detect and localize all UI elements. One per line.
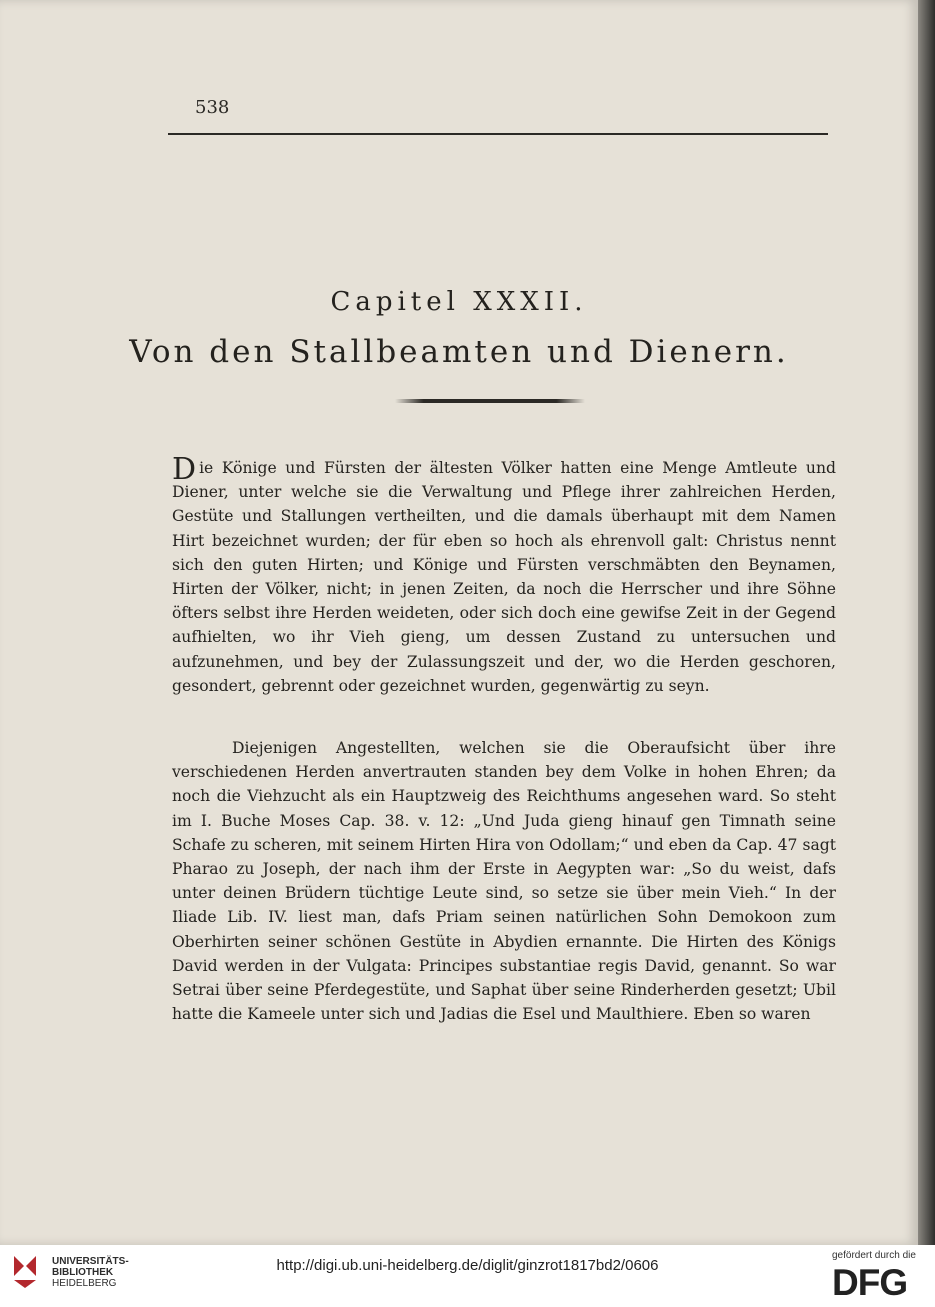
drop-cap: D [172,452,197,487]
chapter-number: Capitel XXXII. [330,287,588,317]
paragraph-2: Diejenigen Angestellten, welchen sie die Oberaufsicht über ihre verschiedenen Herden anvertrauten standen bey dem Volke in hohen Ehren; da noch die Viehzucht als ein Hauptzweig des Reichthums angesehen ward. So steht im I. Buche Moses Cap. 38. v. 12: „Und Juda gieng hinauf gen Timnath seine Schafe zu scheren, mit seinem Hirten Hira von Odollam;“ und eben da Cap. 47 sagt Pharao zu Joseph, der nach ihm der Erste in Aegypten war: „So du weist, dafs unter deinen Brüdern tüchtige Leute sind, so setze sie über mein Vieh.“ In der Iliade Lib. IV. liest man, dafs Priam seinen natürlichen Sohn Demokoon zum Oberhirten seiner schönen Gestüte in Abydien ernannte. Die Hirten des Königs David werden in der Vulgata: Principes substantiae regis David, genannt. So war Setrai über seine Pferdegestüte, und Saphat über seine Rinderherden gesetzt; Ubil hatte die Kameele unter sich und Jadias die Esel und Maulthiere. Eben so waren [172,739,836,1024]
funding-note: gefördert durch die [832,1250,916,1261]
library-line-2: BIBLIOTHEK [52,1267,114,1278]
document-url[interactable]: http://digi.ub.uni-heidelberg.de/diglit/ginzrot1817bd2/0606 [276,1257,659,1274]
header-rule [168,133,828,135]
page-number: 538 [195,97,230,118]
dfg-logo: DFG [832,1262,908,1303]
library-line-3: HEIDELBERG [52,1278,117,1289]
chapter-title: Von den Stallbeamten und Dienern. [129,334,789,370]
title-ornament-rule [395,399,585,403]
library-line-1: UNIVERSITÄTS- [52,1256,129,1267]
paragraph-1-text: ie Könige und Fürsten der ältesten Völker hatten eine Menge Amtleute und Diener, unter welche sie die Verwaltung und Pflege ihrer zahlreichen Herden, Gestüte und Stallungen vertheilten, und die damals überhaupt mit dem Namen Hirt bezeichnet wurden; der für eben so hoch als ehrenvoll galt: Christus nennt sich den guten Hirten; und Könige und Fürsten verschmäbten den Beynamen, Hirten der Völker, nicht; in jenen Zeiten, da noch die Herrscher und ihre Söhne öfters selbst ihre Herden weideten, oder sich doch eine gewifse Zeit in der Gegend aufhielten, wo ihr Vieh gieng, um dessen Zustand zu untersuchen und aufzunehmen, und bey der Zulassungszeit und der, wo die Herden geschoren, gesondert, gebrennt oder gezeichnet wurden, gegenwärtig zu seyn. [172,459,836,695]
page-edge-shadow [918,0,935,1245]
footer-bar [0,1245,935,1307]
paragraph-1 [172,452,836,698]
